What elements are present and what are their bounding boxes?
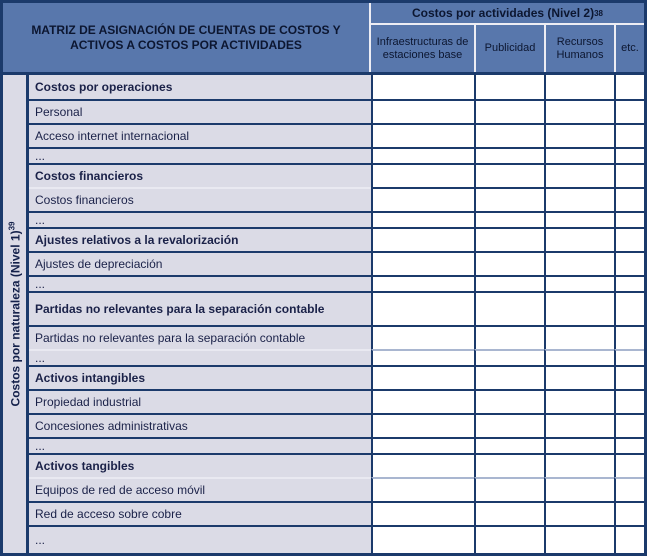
table-header: [3, 3, 644, 75]
activities-column-headers: [371, 25, 644, 72]
data-cell: [614, 227, 644, 251]
data-cell: [614, 291, 644, 325]
data-cell: [474, 187, 544, 211]
nature-axis-label: [7, 222, 22, 407]
data-cell: [474, 325, 544, 349]
table-row: [29, 291, 644, 325]
row-label: Partidas no relevantes para la separación contable: [29, 325, 371, 349]
data-cell: [474, 275, 544, 291]
data-cell: [371, 525, 474, 553]
data-cell: [371, 99, 474, 123]
table-row: [29, 437, 644, 453]
table-row: [29, 501, 644, 525]
data-cell: [371, 251, 474, 275]
data-cell: [614, 211, 644, 227]
data-cell: [614, 163, 644, 187]
column-header-infraestructuras: Infraestructuras de estaciones base: [376, 35, 469, 61]
table-row: [29, 163, 644, 187]
data-cell: [474, 477, 544, 501]
row-label: Personal: [29, 99, 371, 123]
table-row: [29, 453, 644, 477]
data-cell: [614, 75, 644, 99]
data-cell: [614, 349, 644, 365]
data-cell: [371, 389, 474, 413]
data-cell: [474, 437, 544, 453]
data-cell: [371, 349, 474, 365]
data-cell: [544, 477, 614, 501]
data-cell: [474, 291, 544, 325]
matrix-title: MATRIZ DE ASIGNACIÓN DE CUENTAS DE COSTOS Y ACTIVOS A COSTOS POR ACTIVIDADES: [3, 3, 371, 72]
data-cell: [614, 365, 644, 389]
data-cell: [544, 349, 614, 365]
table-row: [29, 365, 644, 389]
row-label: Ajustes de depreciación: [29, 251, 371, 275]
activities-header-label: Costos por actividades (Nivel 2): [412, 6, 595, 20]
data-cell: [474, 389, 544, 413]
data-cell: [474, 251, 544, 275]
row-label: ...: [29, 275, 371, 291]
row-label: Acceso internet internacional: [29, 123, 371, 147]
data-cell: [544, 211, 614, 227]
data-cell: [474, 147, 544, 163]
data-cell: [544, 453, 614, 477]
data-cell: [544, 325, 614, 349]
table-body: [3, 75, 644, 553]
column-header-recursos-humanos: Recursos Humanos: [544, 25, 614, 72]
data-cell: [544, 525, 614, 553]
data-cell: [544, 501, 614, 525]
row-label: Concesiones administrativas: [29, 413, 371, 437]
data-cell: [371, 163, 474, 187]
table-row: [29, 187, 644, 211]
data-cell: [474, 365, 544, 389]
data-cell: [544, 389, 614, 413]
data-cell: [371, 123, 474, 147]
row-label: Ajustes relativos a la revalorización: [29, 227, 371, 251]
row-label: Costos financieros: [29, 187, 371, 211]
data-cell: [371, 501, 474, 525]
data-cell: [371, 453, 474, 477]
data-cell: [474, 413, 544, 437]
data-cell: [474, 75, 544, 99]
data-cell: [614, 275, 644, 291]
activities-header: [371, 3, 644, 25]
nature-axis-header: [3, 75, 29, 553]
row-label: ...: [29, 147, 371, 163]
data-cell: [474, 123, 544, 147]
data-cell: [614, 99, 644, 123]
row-label: Costos financieros: [29, 163, 371, 187]
data-cell: [544, 437, 614, 453]
table-row: [29, 325, 644, 349]
row-label: Partidas no relevantes para la separación contable: [29, 291, 371, 325]
table-row: [29, 275, 644, 291]
data-cell: [371, 75, 474, 99]
row-label: ...: [29, 437, 371, 453]
data-cell: [474, 99, 544, 123]
data-cell: [474, 525, 544, 553]
data-cell: [544, 99, 614, 123]
table-row: [29, 147, 644, 163]
data-cell: [544, 187, 614, 211]
data-cell: [474, 227, 544, 251]
data-cell: [371, 227, 474, 251]
data-cell: [544, 251, 614, 275]
table-row: [29, 251, 644, 275]
data-cell: [371, 413, 474, 437]
row-label: ...: [29, 211, 371, 227]
data-cell: [371, 211, 474, 227]
data-cell: [371, 147, 474, 163]
row-label: ...: [29, 349, 371, 365]
table-row: [29, 477, 644, 501]
table-row: [29, 227, 644, 251]
row-label: Propiedad industrial: [29, 389, 371, 413]
data-cell: [474, 349, 544, 365]
row-label: Activos tangibles: [29, 453, 371, 477]
nature-axis-text: Costos por naturaleza (Nivel 1): [8, 230, 22, 407]
table-row: [29, 99, 644, 123]
data-cell: [544, 275, 614, 291]
column-header-publicidad: Publicidad: [474, 25, 544, 72]
data-cell: [614, 501, 644, 525]
table-row: [29, 413, 644, 437]
table-row: [29, 75, 644, 99]
data-cell: [371, 365, 474, 389]
table-row: [29, 349, 644, 365]
data-cell: [614, 251, 644, 275]
data-cell: [544, 413, 614, 437]
data-cell: [614, 525, 644, 553]
table-row: [29, 525, 644, 553]
row-label: Costos por operaciones: [29, 75, 371, 99]
data-cell: [474, 163, 544, 187]
nature-footnote-ref: 39: [7, 221, 16, 231]
data-cell: [371, 437, 474, 453]
data-cell: [544, 75, 614, 99]
data-cell: [371, 325, 474, 349]
data-cell: [474, 211, 544, 227]
data-cell: [371, 187, 474, 211]
data-cell: [544, 123, 614, 147]
data-cell: [614, 187, 644, 211]
data-cell: [614, 389, 644, 413]
data-cell: [614, 477, 644, 501]
table-row: [29, 211, 644, 227]
data-cell: [614, 413, 644, 437]
table-row: [29, 389, 644, 413]
data-cell: [371, 275, 474, 291]
data-cell: [614, 325, 644, 349]
data-cell: [371, 477, 474, 501]
data-cell: [614, 453, 644, 477]
row-label: ...: [29, 525, 371, 553]
column-header-etc: etc.: [614, 25, 644, 72]
data-cell: [614, 123, 644, 147]
table-row: [29, 123, 644, 147]
data-cell: [614, 437, 644, 453]
row-label: Red de acceso sobre cobre: [29, 501, 371, 525]
activities-footnote-ref: 38: [594, 8, 603, 18]
data-cell: [614, 147, 644, 163]
data-cell: [544, 365, 614, 389]
data-cell: [474, 453, 544, 477]
data-cell: [371, 291, 474, 325]
data-cell: [544, 291, 614, 325]
data-cell: [544, 227, 614, 251]
data-cell: [474, 501, 544, 525]
data-cell: [544, 147, 614, 163]
activities-header-group: [371, 3, 644, 72]
row-label: Equipos de red de acceso móvil: [29, 477, 371, 501]
data-cell: [544, 163, 614, 187]
row-label: Activos intangibles: [29, 365, 371, 389]
matrix-rows: [29, 75, 644, 553]
